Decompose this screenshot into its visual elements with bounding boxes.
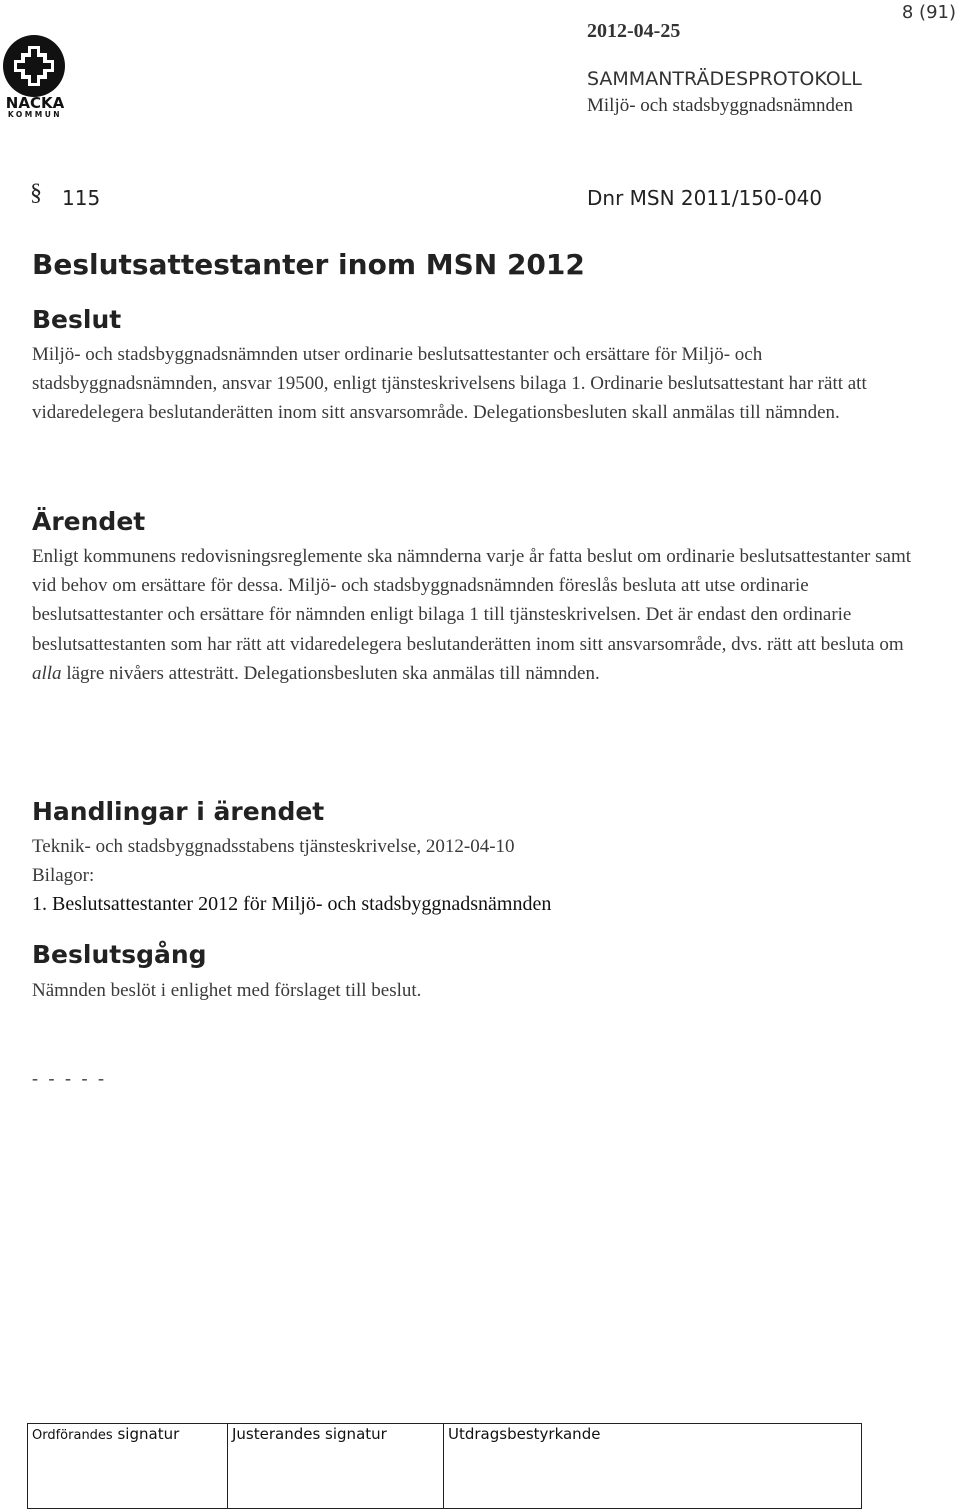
arendet-text-emphasis: alla [32, 662, 62, 684]
page-number: 8 (91) [901, 2, 956, 23]
section-sign: § [30, 180, 42, 206]
beslut-text [32, 340, 912, 428]
svg-text:KOMMUN: KOMMUN [7, 110, 63, 118]
arendet-heading: Ärendet [32, 507, 146, 536]
beslut-heading: Beslut [32, 305, 122, 334]
handlingar-list [32, 832, 912, 890]
adjuster-signature-label: Justerandes signatur [232, 1425, 387, 1443]
arendet-text [32, 542, 912, 688]
handling-document: Teknik- och stadsbyggnadsstabens tjänsteskrivelse, 2012-04-10 [32, 836, 515, 857]
beslutsgang-text [32, 976, 912, 1005]
certified-extract-field [444, 1424, 861, 1508]
chair-signature-label-prefix: Ordförandes [32, 1428, 113, 1443]
beslutsgang-paragraph: Nämnden beslöt i enlighet med förslaget till beslut. [32, 980, 422, 1001]
protocol-title: SAMMANTRÄDESPROTOKOLL [587, 68, 862, 90]
section-number: 115 [62, 186, 101, 210]
end-marker: - - - - - [32, 1068, 107, 1088]
case-title: Beslutsattestanter inom MSN 2012 [32, 248, 585, 281]
arendet-text-after: lägre nivåers attesträtt. Delegationsbesluten ska anmälas till nämnden. [61, 662, 600, 684]
nacka-kommun-logo [0, 18, 72, 118]
svg-text:NACKA: NACKA [5, 94, 65, 112]
case-reference-number: Dnr MSN 2011/150-040 [587, 186, 823, 210]
arendet-text-before: Enligt kommunens redovisningsreglemente ska nämnderna varje år fatta beslut om ordinarie beslutsattestanter samt vid behov om ersättare för dessa. Miljö- och stadsbyggnadsnämnden föreslås besluta att utse ordinarie beslutsattestanter och ersättare för nämnden enligt bilaga 1 till tjänsteskrivelsen. Det är endast den ordinarie beslutsattestanten som har rätt att vidaredelegera beslutanderätten inom sitt ansvarsområde, dvs. rätt att besluta om [32, 546, 912, 655]
chair-signature-field [28, 1424, 228, 1508]
board-name: Miljö- och stadsbyggnadsnämnden [587, 95, 853, 116]
arendet-paragraph [32, 542, 912, 688]
meeting-date: 2012-04-25 [587, 20, 681, 42]
signature-box [27, 1423, 862, 1509]
certified-extract-label: Utdragsbestyrkande [448, 1425, 601, 1443]
chair-signature-label-suffix: signatur [112, 1425, 180, 1443]
handlingar-heading: Handlingar i ärendet [32, 797, 325, 826]
bilagor-label: Bilagor: [32, 865, 95, 887]
adjuster-signature-field [228, 1424, 444, 1508]
beslut-paragraph: Miljö- och stadsbyggnadsnämnden utser ordinarie beslutsattestanter och ersättare för Miljö- och stadsbyggnadsnämnden, ansvar 19500, enligt tjänsteskrivelsens bilaga 1. Ordinarie beslutsattestant har rätt att vidaredelegera beslutanderätten inom sitt ansvarsområde. Delegationsbesluten skall anmälas till nämnden. [32, 344, 867, 424]
beslutsgang-heading: Beslutsgång [32, 940, 207, 969]
bilaga-item: 1. Beslutsattestanter 2012 för Miljö- och stadsbyggnadsnämnden [32, 893, 552, 915]
